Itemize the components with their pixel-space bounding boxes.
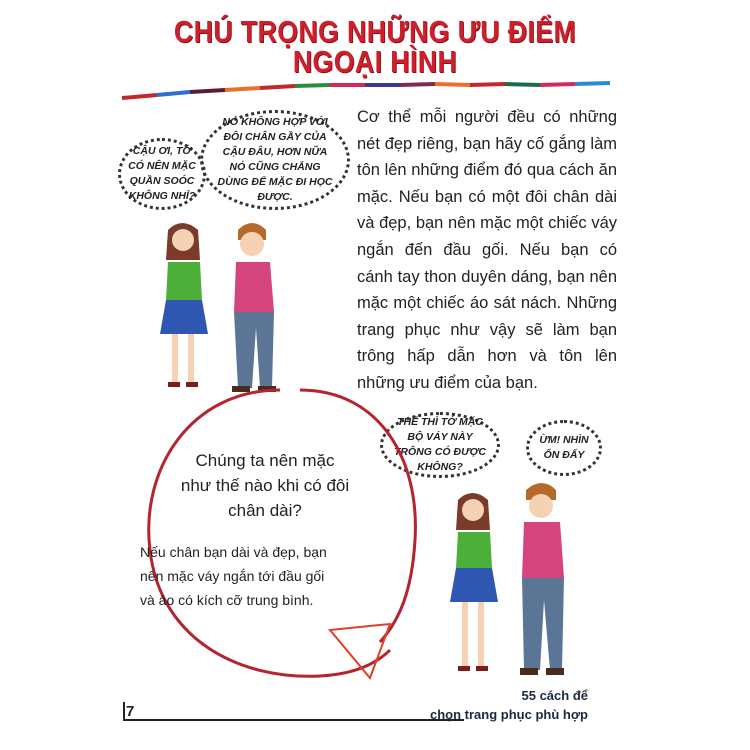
speech-bubble-girl-1: CẬU ƠI, TỚ CÓ NÊN MẶC QUẦN SOÓC KHÔNG NHỈ?: [118, 138, 206, 210]
speech-bubble-girl-2: THẾ THÌ TỚ MẶC BỘ VÁY NÀY TRÔNG CÓ ĐƯỢC KHÔNG?: [380, 412, 500, 478]
page-number: 7: [126, 703, 135, 720]
speech-bubble-boy-2: ỪM! NHÌN ỔN ĐẤY: [526, 420, 602, 476]
qa-question: Chúng ta nên mặc như thế nào khi có đôi chân dài?: [180, 451, 350, 520]
boy-figure: [232, 223, 276, 392]
book-title-line-2: chọn trang phục phù hợp: [430, 707, 588, 722]
girl-figure: [160, 223, 208, 387]
decorative-stripe-line: [122, 78, 622, 102]
page-title-line-2: NGOẠI HÌNH: [292, 44, 458, 79]
illustration-girl-and-boy-bottom: [440, 480, 590, 690]
illustration-girl-and-boy-top: [150, 210, 300, 400]
book-title-line-1: 55 cách để: [521, 688, 588, 703]
girl-figure: [450, 493, 498, 671]
qa-answer: Nếu chân bạn dài và đẹp, bạn nên mặc váy ngắn tới đầu gối và áo có kích cỡ trung bình.: [140, 544, 327, 608]
speech-bubble-boy-1: NÓ KHÔNG HỢP VỚI ĐÔI CHÂN GẦY CỦA CẬU ĐÂU, HƠN NỮA NÓ CŨNG CHẲNG DÙNG ĐỂ MẶC ĐI HỌC ĐƯỢC.: [200, 110, 350, 210]
body-paragraph: Cơ thể mỗi người đều có những nét đẹp riêng, bạn hãy cố gắng làm tôn lên những điểm đó qua cách ăn mặc. Nếu bạn có một đôi chân dài và đẹp, bạn nên mặc một chiếc váy ngắn đến đầu gối. Nếu bạn có cánh tay thon duyên dáng, bạn nên mặc một chiếc áo sát nách. Những trang phục như vậy sẽ làm bạn trông hấp dẫn hơn và tôn lên những ưu điểm của bạn.: [357, 108, 617, 392]
page-title-line-1: CHÚ TRỌNG NHỮNG ƯU ĐIỂM: [173, 14, 577, 49]
footer-rule: [122, 700, 472, 722]
boy-figure: [520, 483, 564, 675]
